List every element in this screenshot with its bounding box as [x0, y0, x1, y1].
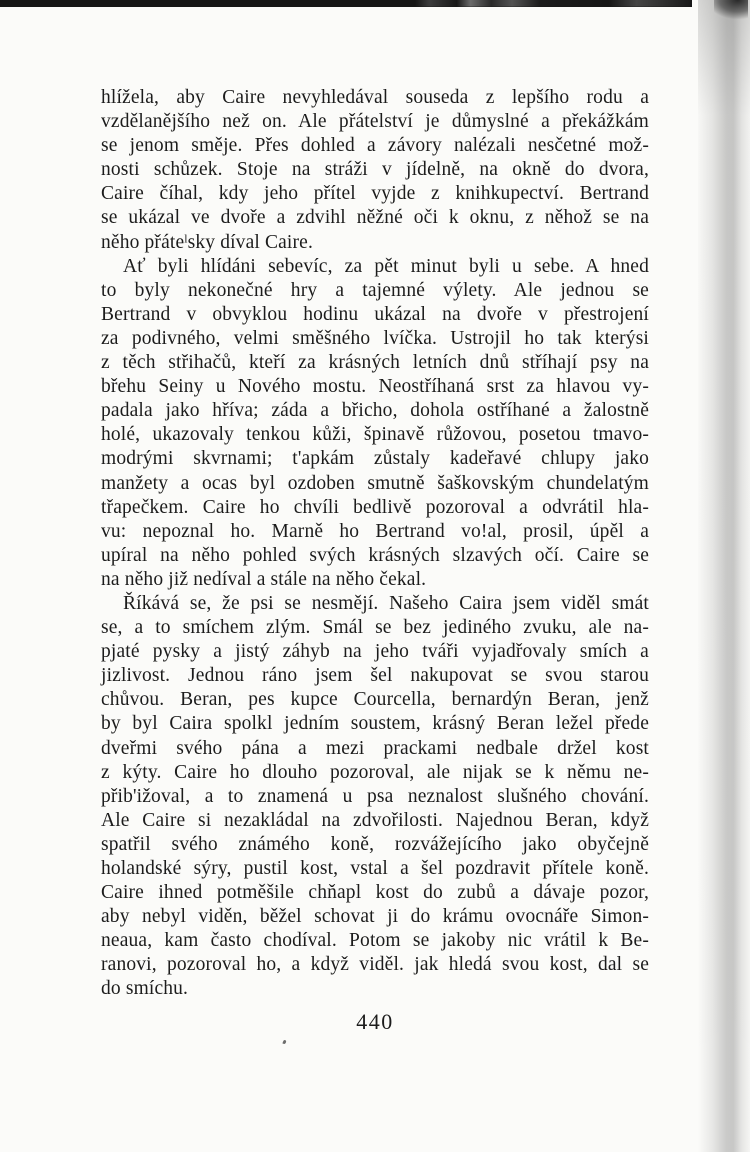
text-line: hlížela, aby Caire nevyhledával souseda z lepšího rodu a	[101, 87, 649, 108]
text-line: vzdělanějšího než on. Ale přátelství je důmyslné a překážkám	[101, 111, 649, 133]
ink-speck-artifact	[282, 1040, 286, 1045]
paragraph	[101, 255, 649, 592]
text-line: se ukázal ve dvoře a zdvihl něžné oči k oknu, z něhož se na	[101, 207, 649, 229]
text-line: do smíchu.	[101, 978, 189, 1000]
scan-corner-artifact	[714, 0, 748, 26]
text-line: se jenom směje. Přes dohled a závory nalézali nesčetné mož-	[101, 135, 649, 157]
text-line: vu: nepoznal ho. Marně ho Bertrand vo!al, prosil, úpěl a	[101, 520, 649, 542]
text-line: nosti schůzek. Stoje na stráži v jídelně, na okně do dvora,	[101, 159, 649, 181]
text-line: chůvou. Beran, pes kupce Courcella, bernardýn Beran, jenž	[101, 689, 649, 711]
text-line: holé, ukazovaly tenkou kůži, špinavě růžovou, posetou tmavo-	[101, 424, 649, 446]
text-line: Caire ihned potměšile chňapl kost do zubů a dávaje pozor,	[101, 882, 649, 904]
paragraph	[101, 86, 649, 255]
text-line: Ale Caire si nezakládal na zdvořilosti. Najednou Beran, když	[101, 809, 649, 831]
text-line: Caire číhal, kdy jeho přítel vyjde z knihkupectví. Bertrand	[101, 183, 649, 205]
text-line: by byl Caira spolkl jedním soustem, krásný Beran ležel přede	[101, 713, 649, 735]
text-line: břehu Seiny u Nového mostu. Neostříhaná srst za hlavou vy-	[101, 376, 649, 398]
text-line: na něho již nedíval a stále na něho čekal.	[101, 568, 427, 590]
text-line: Bertrand v obvyklou hodinu ukázal na dvoře v přestrojení	[101, 303, 649, 325]
text-line: pjaté pysky a jistý záhyb na jeho tváři vyjadřovaly smích a	[101, 641, 649, 663]
text-line: ranovi, pozoroval ho, a když viděl. jak hledá svou kost, dal se	[101, 954, 649, 976]
text-line: jizlivost. Jednou ráno jsem šel nakupovat se svou starou	[101, 665, 649, 687]
page-number: 440	[356, 1009, 394, 1034]
text-line: Říkává se, že psi se nesmějí. Našeho Caira jsem viděl smát	[123, 592, 649, 614]
text-line: to byly nekonečné hry a tajemné výlety. Ale jednou se	[101, 279, 649, 301]
text-line: upíral na něho pohled svých krásných slzavých očí. Caire se	[101, 544, 649, 566]
text-line: za podivného, velmi směšného lvíčka. Ustrojil ho tak kterýsi	[101, 327, 649, 349]
text-line: holandské sýry, pustil kost, vstal a šel pozdravit přítele koně.	[101, 858, 649, 879]
text-line: spatřil svého známého koně, rozvážejícího jako obyčejně	[101, 833, 649, 855]
text-line: z těch střihačů, kteří za krásných letních dnů stříhají psy na	[101, 352, 649, 374]
text-line: aby nebyl viděn, běžel schovat ji do krámu ovocnáře Simon-	[101, 906, 649, 928]
text-line: Ať byli hlídáni sebevíc, za pět minut byli u sebe. A hned	[123, 255, 649, 277]
text-line: neaua, kam často chodíval. Potom se jakoby nic vrátil k Be-	[101, 930, 649, 952]
text-line: se, a to smíchem zlým. Smál se bez jediného zvuku, ale na-	[101, 617, 649, 639]
paragraph	[101, 592, 649, 1002]
text-line: něho přáteˡsky díval Caire.	[101, 231, 313, 253]
text-block	[101, 86, 649, 1002]
text-line: dveřmi svého pána a mezi prackami nedbale držel kost	[101, 737, 649, 759]
text-line: přib'ižoval, a to znamená u psa neznalost slušného chování.	[101, 785, 649, 807]
binding-shadow	[698, 0, 750, 1152]
text-line: z kýty. Caire ho dlouho pozoroval, ale nijak se k němu ne-	[101, 761, 649, 783]
scan-top-edge-artifact	[0, 0, 692, 7]
text-line: padala jako hříva; záda a břicho, dohola ostříhané a žalostně	[101, 400, 649, 422]
text-line: třapečkem. Caire ho chvíli bedlivě pozoroval a odvrátil hla-	[101, 496, 649, 518]
text-line: modrými skvrnami; t'apkám zůstaly kadeřavé chlupy jako	[101, 448, 649, 470]
text-line: manžety a ocas byl ozdoben smutně šaškovským chundelatým	[101, 472, 649, 494]
